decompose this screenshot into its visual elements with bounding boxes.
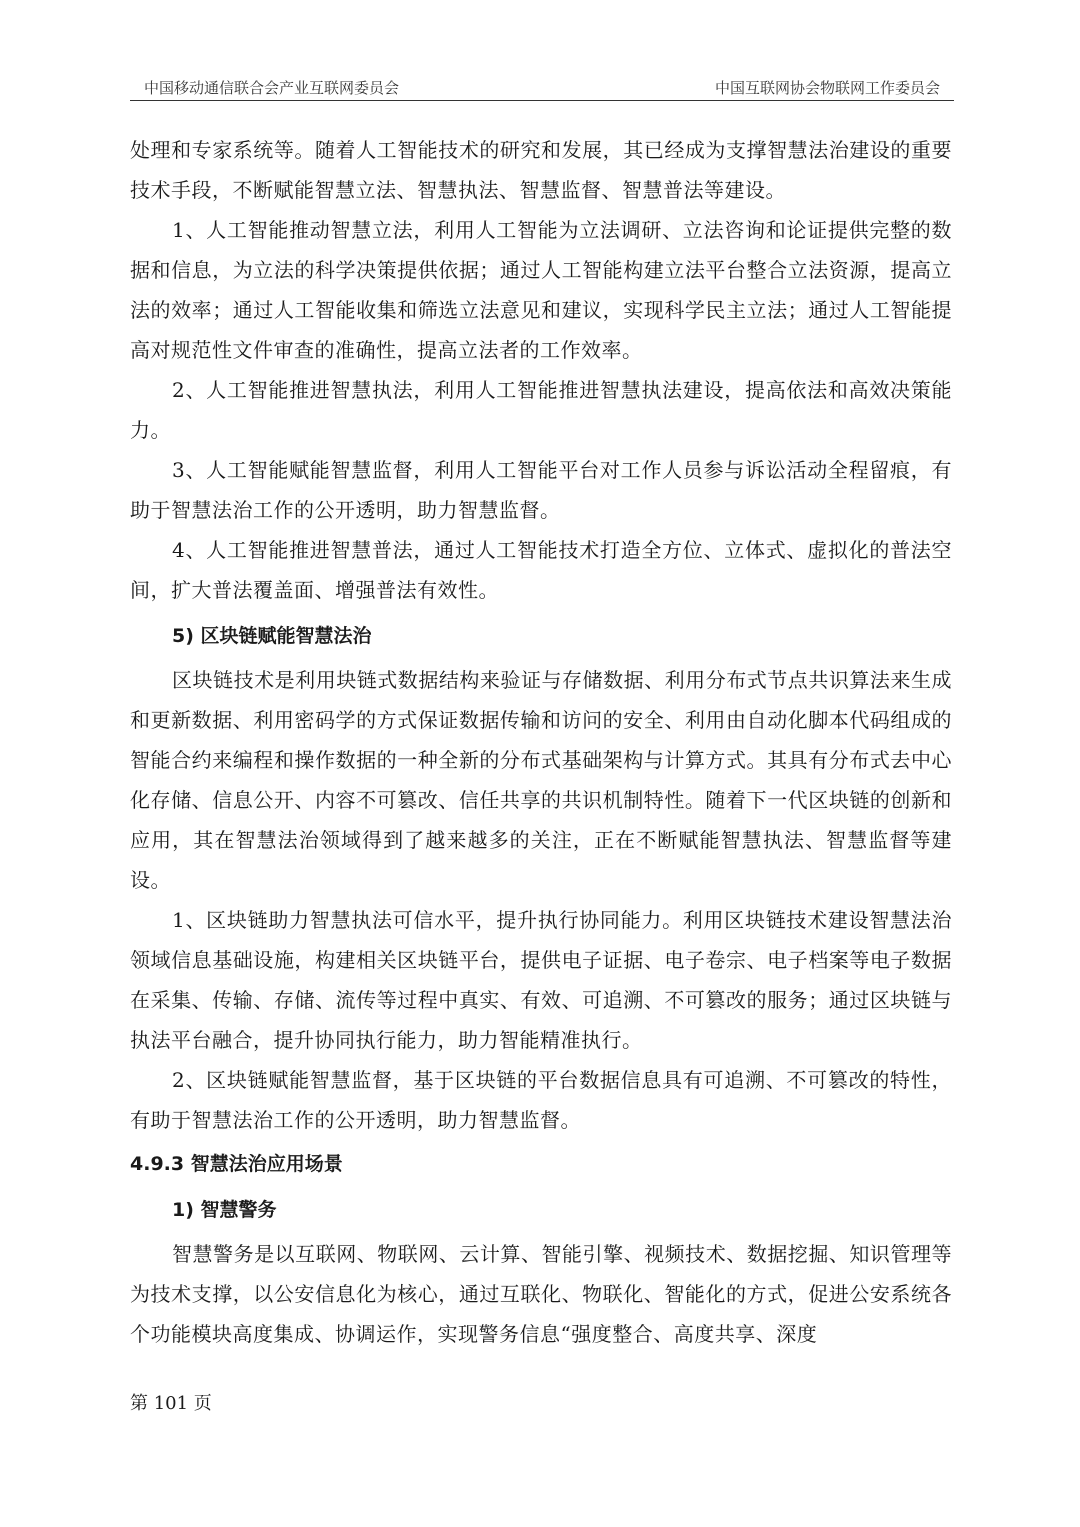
page-header bbox=[130, 76, 954, 101]
paragraph-ai-item-1: 1、人工智能推动智慧立法，利用人工智能为立法调研、立法咨询和论证提供完整的数据和信息，为立法的科学决策提供依据；通过人工智能构建立法平台整合立法资源，提高立法的效率；通过人工智能收集和筛选立法意见和建议，实现科学民主立法；通过人工智能提高对规范性文件审查的准确性，提高立法者的工作效率。 bbox=[130, 218, 952, 362]
section-title: 4.9.3 智慧法治应用场景 bbox=[130, 1153, 343, 1175]
paragraph-ai-item-2: 2、人工智能推进智慧执法，利用人工智能推进智慧执法建设，提高依法和高效决策能力。 bbox=[130, 378, 952, 442]
paragraph-blockchain-item-2: 2、区块链赋能智慧监督，基于区块链的平台数据信息具有可追溯、不可篡改的特性，有助于智慧法治工作的公开透明，助力智慧监督。 bbox=[130, 1068, 952, 1132]
paragraph-ai-item-4: 4、人工智能推进智慧普法，通过人工智能技术打造全方位、立体式、虚拟化的普法空间，扩大普法覆盖面、增强普法有效性。 bbox=[130, 538, 952, 602]
paragraph-ai-intro: 处理和专家系统等。随着人工智能技术的研究和发展，其已经成为支撑智慧法治建设的重要技术手段，不断赋能智慧立法、智慧执法、智慧监督、智慧普法等建设。 bbox=[130, 138, 952, 202]
page-number: 第 101 页 bbox=[130, 1393, 212, 1414]
heading-smart-police: 1) 智慧警务 bbox=[172, 1199, 277, 1221]
paragraph-blockchain-item-1: 1、区块链助力智慧执法可信水平，提升执行协同能力。利用区块链技术建设智慧法治领域信息基础设施，构建相关区块链平台，提供电子证据、电子卷宗、电子档案等电子数据在采集、传输、存储、流传等过程中真实、有效、可追溯、不可篡改的服务；通过区块链与执法平台融合，提升协同执行能力，助力智能精准执行。 bbox=[130, 908, 952, 1052]
paragraph-smart-police: 智慧警务是以互联网、物联网、云计算、智能引擎、视频技术、数据挖掘、知识管理等为技术支撑，以公安信息化为核心，通过互联化、物联化、智能化的方式，促进公安系统各个功能模块高度集成、协调运作，实现警务信息“强度整合、高度共享、深度 bbox=[130, 1242, 952, 1346]
header-left: 中国移动通信联合会产业互联网委员会 bbox=[144, 79, 400, 97]
heading-blockchain: 5) 区块链赋能智慧法治 bbox=[172, 625, 372, 647]
paragraph-ai-item-3: 3、人工智能赋能智慧监督，利用人工智能平台对工作人员参与诉讼活动全程留痕，有助于智慧法治工作的公开透明，助力智慧监督。 bbox=[130, 458, 952, 522]
page-body bbox=[130, 130, 952, 1354]
header-right: 中国互联网协会物联网工作委员会 bbox=[714, 79, 940, 97]
paragraph-blockchain-intro: 区块链技术是利用块链式数据结构来验证与存储数据、利用分布式节点共识算法来生成和更新数据、利用密码学的方式保证数据传输和访问的安全、利用由自动化脚本代码组成的智能合约来编程和操作数据的一种全新的分布式基础架构与计算方式。其具有分布式去中心化存储、信息公开、内容不可篡改、信任共享的共识机制特性。随着下一代区块链的创新和应用，其在智慧法治领域得到了越来越多的关注，正在不断赋能智慧执法、智慧监督等建设。 bbox=[130, 668, 952, 892]
